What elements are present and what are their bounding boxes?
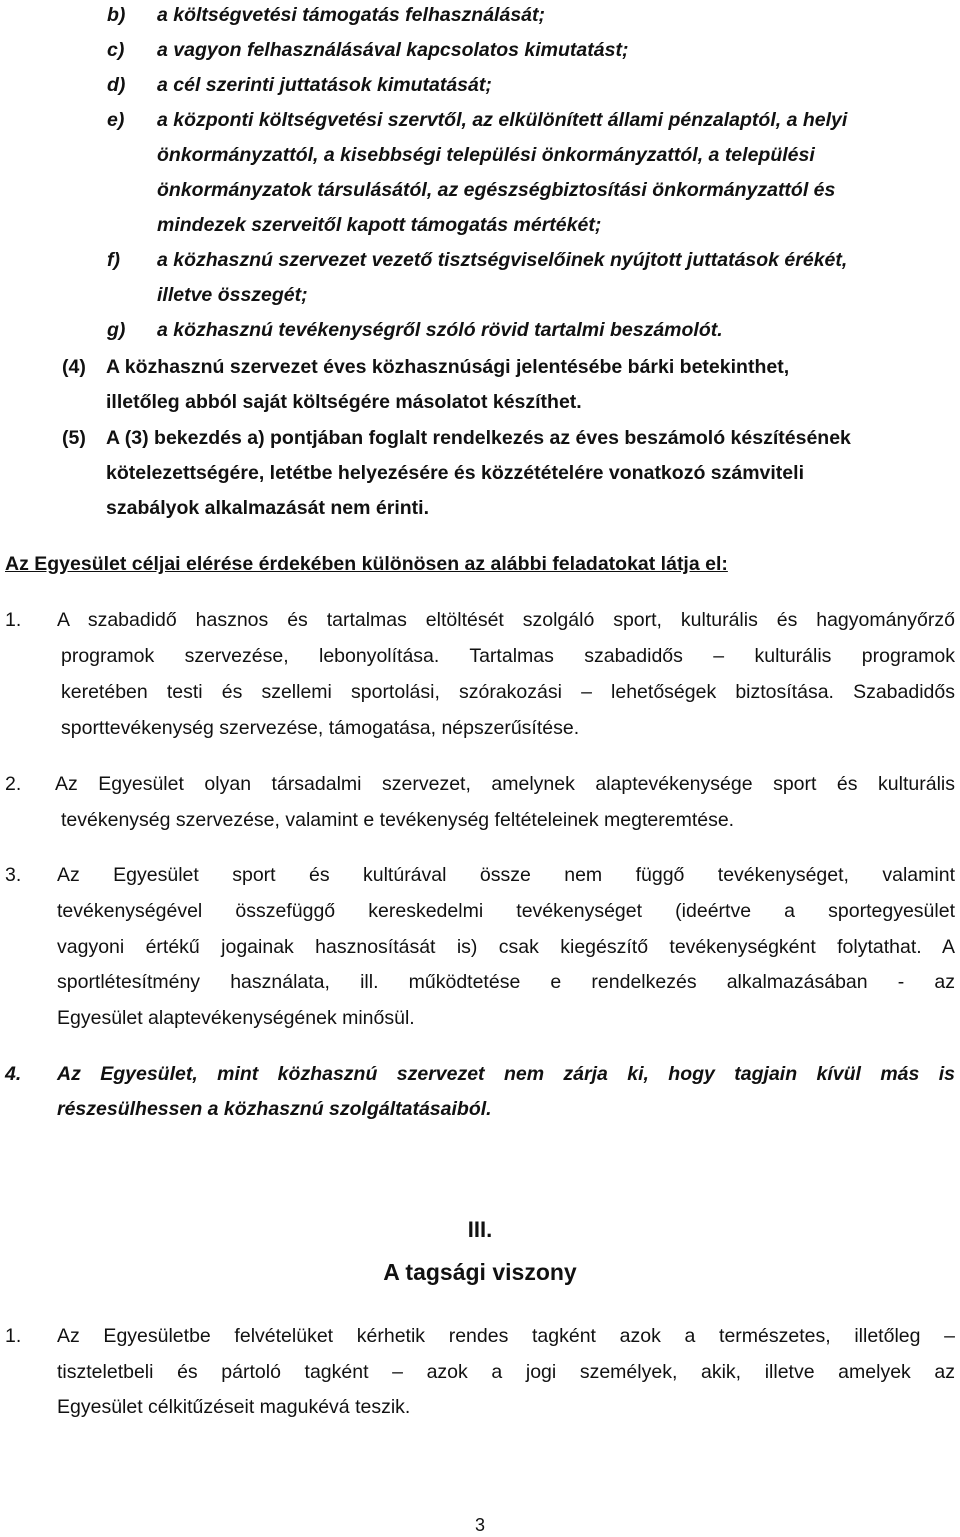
chapter-title: A tagsági viszony <box>383 1259 577 1285</box>
item-text: a közhasznú tevékenységről szóló rövid tartalmi beszámolót. <box>157 319 723 341</box>
task-text: tevékenységével összefüggő kereskedelmi tevékenységet (ideértve a sportegyesület <box>57 900 955 922</box>
task-text: Egyesület alaptevékenységének minősül. <box>57 1007 415 1029</box>
task-text: A szabadidő hasznos és tartalmas eltöltését szolgáló sport, kulturális és hagyományőrző <box>57 609 955 631</box>
task-number: 1. <box>5 609 22 631</box>
item-label: g) <box>107 319 126 341</box>
task-text: tevékenység szervezése, valamint e tevékenység feltételeinek megteremtése. <box>61 809 735 831</box>
membership-text: Az Egyesületbe felvételüket kérhetik rendes tagként azok a természetes, illetőleg – <box>57 1325 955 1347</box>
paragraph-text: illetőleg abból saját költségére másolatot készíthet. <box>106 391 582 413</box>
task-text: sportlétesítmény használata, ill. működtetése e rendelkezés alkalmazásában - az <box>57 971 955 993</box>
task-number: 4. <box>5 1063 22 1085</box>
paragraph-text: kötelezettségére, letétbe helyezésére és közzétételére vonatkozó számviteli <box>106 462 804 484</box>
task-text: Az Egyesület olyan társadalmi szervezet, amelynek alaptevékenysége sport és kulturális <box>55 773 955 795</box>
item-label: d) <box>107 74 126 96</box>
task-text: részesülhessen a közhasznú szolgáltatásaiból. <box>57 1098 492 1120</box>
task-number: 2. <box>5 773 22 795</box>
item-text: önkormányzatok társulásától, az egészségbiztosítási önkormányzattól és <box>157 179 836 201</box>
paragraph-label: (5) <box>62 427 86 449</box>
page-number: 3 <box>474 1515 485 1535</box>
paragraph-text: A közhasznú szervezet éves közhasznúsági jelentésébe bárki betekinthet, <box>106 356 790 378</box>
chapter-number: III. <box>467 1217 493 1242</box>
task-text: vagyoni értékű jogainak hasznosítását is) csak kiegészítő tevékenységként folytathat. A <box>57 936 955 958</box>
item-text: a cél szerinti juttatások kimutatását; <box>157 74 492 96</box>
paragraph-label: (4) <box>62 356 86 378</box>
item-text: a közhasznú szervezet vezető tisztségviselőinek nyújtott juttatások érékét, <box>157 249 848 271</box>
item-text: önkormányzattól, a kisebbségi települési önkormányzattól, a települési <box>157 144 815 166</box>
task-number: 3. <box>5 864 22 886</box>
membership-text: Egyesület célkitűzéseit magukévá teszik. <box>57 1396 411 1418</box>
membership-text: tiszteletbeli és pártoló tagként – azok a jogi személyek, akik, illetve amelyek az <box>57 1361 955 1383</box>
item-text: mindezek szerveitől kapott támogatás mértékét; <box>157 214 602 236</box>
membership-number: 1. <box>5 1325 22 1347</box>
item-label: e) <box>107 109 125 131</box>
task-text: programok szervezése, lebonyolítása. Tartalmas szabadidős – kulturális programok <box>61 645 955 667</box>
task-text: keretében testi és szellemi sportolási, szórakozási – lehetőségek biztosítása. Szabadidős <box>61 681 955 703</box>
task-text: sporttevékenység szervezése, támogatása, népszerűsítése. <box>61 717 580 739</box>
task-text: Az Egyesület, mint közhasznú szervezet nem zárja ki, hogy tagjain kívül más is <box>57 1063 955 1085</box>
item-text: a költségvetési támogatás felhasználását; <box>157 4 545 26</box>
paragraph-text: A (3) bekezdés a) pontjában foglalt rendelkezés az éves beszámoló készítésének <box>106 427 851 449</box>
item-text: illetve összegét; <box>157 284 308 306</box>
item-label: b) <box>107 4 126 26</box>
paragraph-text: szabályok alkalmazását nem érinti. <box>106 497 429 519</box>
item-label: c) <box>107 39 125 61</box>
item-label: f) <box>107 249 120 271</box>
task-text: Az Egyesület sport és kultúrával össze nem függő tevékenységet, valamint <box>57 864 955 886</box>
tasks-heading: Az Egyesület céljai elérése érdekében különösen az alábbi feladatokat látja el: <box>5 553 728 575</box>
item-text: a központi költségvetési szervtől, az elkülönített állami pénzalaptól, a helyi <box>157 109 848 131</box>
item-text: a vagyon felhasználásával kapcsolatos kimutatást; <box>157 39 629 61</box>
